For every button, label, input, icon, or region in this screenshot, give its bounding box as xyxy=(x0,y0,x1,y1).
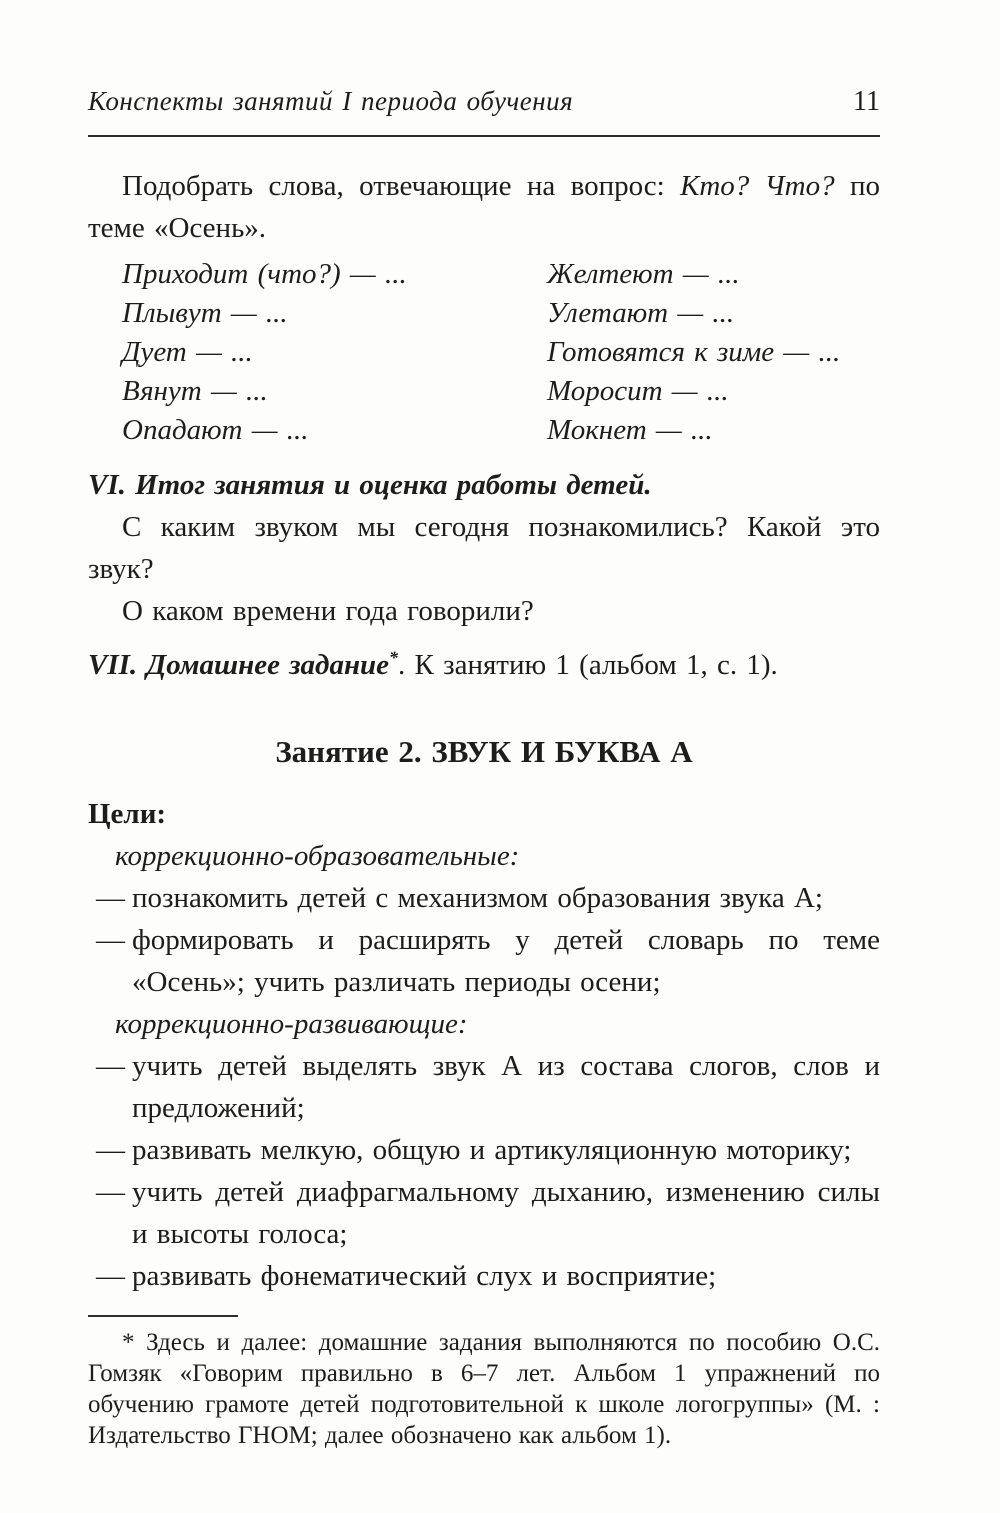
goal-item xyxy=(88,919,880,1003)
word-item: Желтеют — ... xyxy=(547,258,740,290)
dash-marker: — xyxy=(96,1050,125,1082)
goal-item xyxy=(88,1171,880,1255)
word-item: Мокнет — ... xyxy=(547,414,713,446)
footnote-rule xyxy=(88,1315,238,1317)
goal-item-text: формировать и расширять у детей словарь по теме «Осень»; учить различать периоды осени; xyxy=(132,924,880,998)
word-pairs-list xyxy=(122,255,880,450)
word-item: Готовятся к зиме — ... xyxy=(547,336,841,368)
dash-marker: — xyxy=(96,924,125,956)
word-item: Плывут — ... xyxy=(122,297,288,329)
page-number: 11 xyxy=(853,86,880,117)
task-intro-paragraph xyxy=(88,165,880,249)
footnote-text: * Здесь и далее: домашние задания выполняются по пособию О.С. Гомзяк «Говорим правильно в 6–7 лет. Альбом 1 упражнений по обучению грамоте детей подготовительной к школе логогруппы» (М. : Издательство ГНОМ; далее обозначено как альбом 1). xyxy=(88,1329,880,1449)
goal-item xyxy=(88,1255,880,1297)
goal-item-text: развивать мелкую, общую и артикуляционную моторику; xyxy=(132,1134,852,1166)
intro-text-after: по теме «Осень». xyxy=(88,170,880,244)
word-item: Дует — ... xyxy=(122,336,253,368)
word-item: Опадают — ... xyxy=(122,414,309,446)
goal-item-text: познакомить детей с механизмом образования звука А; xyxy=(132,882,823,914)
section-vi-paragraph: О каком времени года говорили? xyxy=(122,595,534,627)
running-header xyxy=(88,80,880,137)
word-item: Вянут — ... xyxy=(122,375,268,407)
word-item: Улетают — ... xyxy=(547,297,735,329)
intro-text-before: Подобрать слова, отвечающие на вопрос: xyxy=(122,170,681,202)
goals-label: Цели: xyxy=(88,798,167,830)
dash-marker: — xyxy=(96,1176,125,1208)
goal-item-text: учить детей выделять звук А из состава слогов, слов и предложений; xyxy=(132,1050,880,1124)
word-item: Приходит (что?) — ... xyxy=(122,258,407,290)
intro-question-words: Кто? Что? xyxy=(680,170,835,202)
goal-item-text: учить детей диафрагмальному дыханию, изменению силы и высоты голоса; xyxy=(132,1176,880,1250)
footnote-block xyxy=(88,1315,880,1451)
section-vii-label: VII. Домашнее задание xyxy=(88,649,390,681)
section-vii-line xyxy=(88,644,880,686)
dash-marker: — xyxy=(96,1134,125,1166)
running-title: Конспекты занятий I периода обучения xyxy=(88,86,574,116)
section-vi-paragraph: С каким звуком мы сегодня познакомились? Какой это звук? xyxy=(88,511,880,585)
footnote-marker: * xyxy=(389,647,399,668)
section-vii-text: . К занятию 1 (альбом 1, с. 1). xyxy=(398,649,778,681)
goals-subhead-educational: коррекционно-образовательные: xyxy=(115,840,520,872)
section-vi-title: VI. Итог занятия и оценка работы детей. xyxy=(88,469,652,501)
goal-item-text: развивать фонематический слух и восприятие; xyxy=(132,1260,717,1292)
dash-marker: — xyxy=(96,1260,125,1292)
goal-item xyxy=(88,1129,880,1171)
goals-subhead-developmental: коррекционно-развивающие: xyxy=(115,1008,468,1040)
goal-item xyxy=(88,877,880,919)
goal-item xyxy=(88,1045,880,1129)
dash-marker: — xyxy=(96,882,125,914)
lesson-heading: Занятие 2. ЗВУК И БУКВА А xyxy=(275,734,693,769)
word-item: Моросит — ... xyxy=(547,375,729,407)
